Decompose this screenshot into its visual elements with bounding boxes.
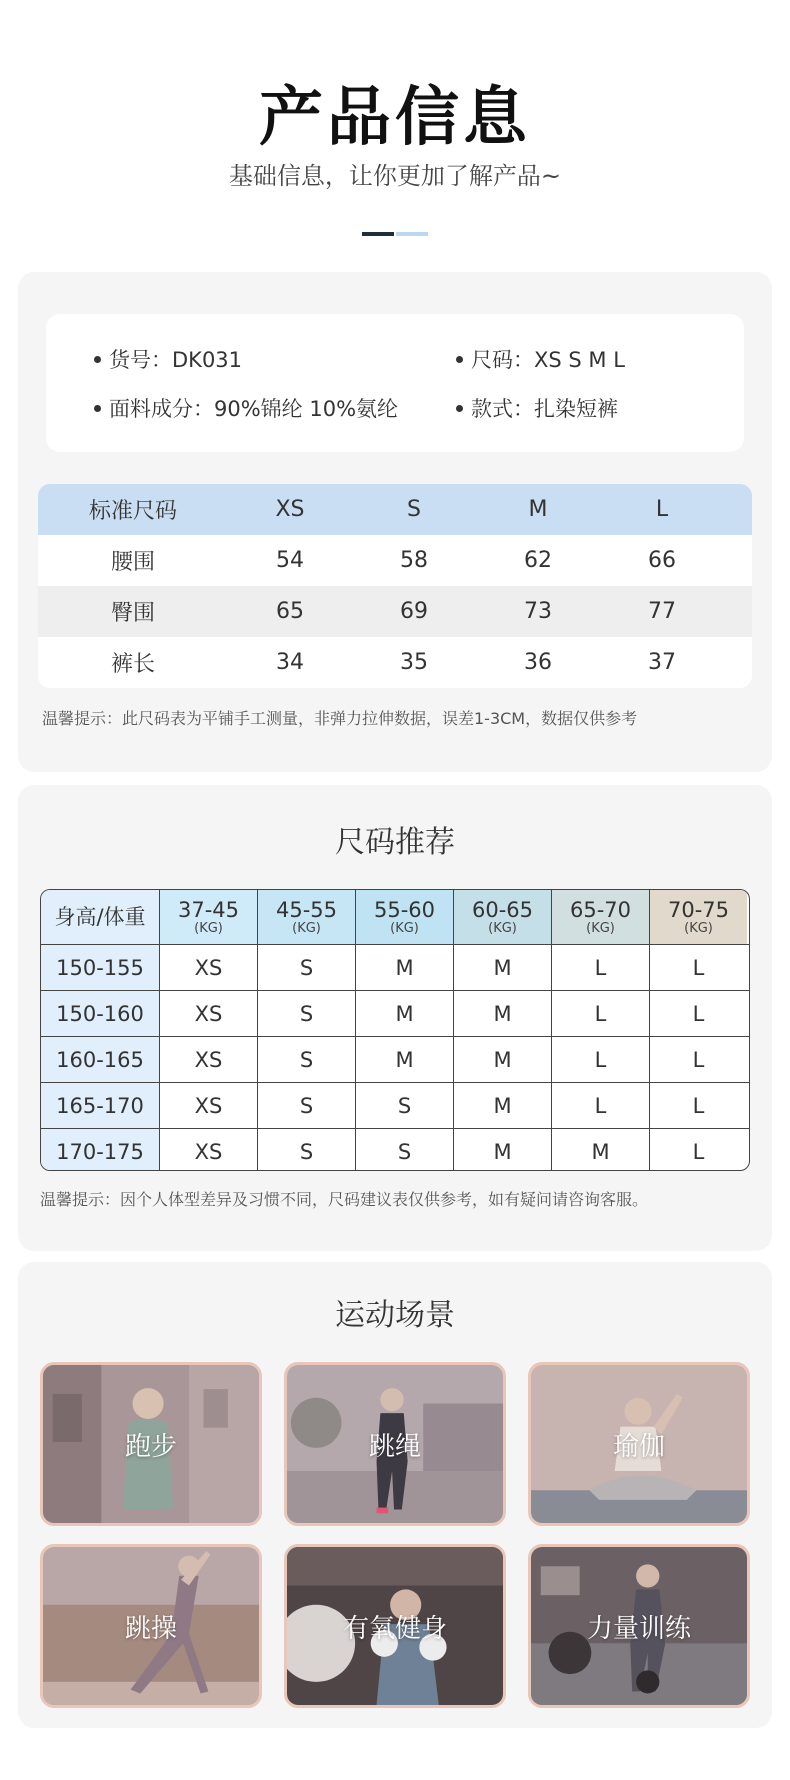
size-table (38, 484, 752, 688)
recommended-size-cell: M (453, 1037, 551, 1082)
scene-label: 跳操 (124, 1613, 177, 1644)
weight-header-cell (551, 890, 649, 944)
recommended-size-cell: S (257, 991, 355, 1036)
weight-unit: (KG) (684, 921, 713, 936)
scene-card-yoga (528, 1362, 750, 1526)
table-row (41, 1036, 749, 1082)
info-size-text: 尺码：XS S M L (471, 348, 625, 372)
weight-range: 60-65 (471, 898, 534, 922)
recommended-size-cell: S (355, 1129, 453, 1171)
recommended-size-cell: L (649, 1129, 747, 1171)
size-cell: 77 (648, 599, 676, 624)
info-style-text: 款式：扎染短裤 (471, 397, 618, 421)
title-divider-dark (362, 232, 394, 236)
bullet-icon (94, 405, 101, 412)
table-row (41, 990, 749, 1036)
info-item-no (94, 346, 242, 374)
table-row (38, 586, 752, 637)
height-range-cell: 150-160 (41, 991, 159, 1036)
recommend-corner-label: 身高/体重 (54, 905, 146, 929)
size-cell: 35 (400, 650, 428, 675)
recommended-size-cell: M (453, 1083, 551, 1128)
height-range-cell: 170-175 (41, 1129, 159, 1171)
bullet-icon (456, 405, 463, 412)
recommended-size-cell: M (453, 991, 551, 1036)
recommended-size-cell: L (649, 991, 747, 1036)
recommended-size-cell: L (649, 1083, 747, 1128)
recommended-size-cell: S (257, 1083, 355, 1128)
scene-card-cardio (284, 1544, 506, 1708)
info-style (456, 395, 618, 423)
size-cell: 69 (400, 599, 428, 624)
size-recommend-panel (18, 785, 772, 1251)
weight-header-cell (649, 890, 747, 944)
recommended-size-cell: L (551, 945, 649, 990)
table-row (41, 1128, 749, 1171)
recommended-size-cell: XS (159, 1037, 257, 1082)
recommended-size-cell: M (355, 1037, 453, 1082)
table-row (41, 944, 749, 990)
table-row (38, 637, 752, 688)
recommended-size-cell: L (649, 1037, 747, 1082)
product-info-panel (18, 272, 772, 772)
recommended-size-cell: S (355, 1083, 453, 1128)
scene-card-strength (528, 1544, 750, 1708)
weight-range: 65-70 (569, 898, 632, 922)
height-range-cell: 150-155 (41, 945, 159, 990)
weight-range: 55-60 (373, 898, 436, 922)
recommended-size-cell: M (453, 1129, 551, 1171)
recommended-size-cell: L (551, 1037, 649, 1082)
table-row (41, 1082, 749, 1128)
title-divider-light (396, 232, 428, 236)
recommended-size-cell: S (257, 1037, 355, 1082)
size-cell: 36 (524, 650, 552, 675)
weight-unit: (KG) (390, 921, 419, 936)
info-card (46, 314, 744, 452)
page-subtitle: 基础信息，让你更加了解产品~ (228, 162, 562, 190)
weight-header-cell (355, 890, 453, 944)
scene-card-aerobics (40, 1544, 262, 1708)
weight-header-cell (453, 890, 551, 944)
table-row (38, 535, 752, 586)
scene-label: 瑜伽 (612, 1431, 665, 1462)
scene-card-running (40, 1362, 262, 1526)
scene-card-jump-rope (284, 1362, 506, 1526)
recommended-size-cell: M (355, 945, 453, 990)
weight-header-cell (257, 890, 355, 944)
recommend-tip: 温馨提示：因个人体型差异及习惯不同，尺码建议表仅供参考，如有疑问请咨询客服。 (40, 1190, 649, 1209)
info-fabric-text: 面料成分：90%锦纶 10%氨纶 (109, 397, 399, 421)
weight-range: 70-75 (667, 898, 730, 922)
size-header-cell: XS (275, 497, 305, 522)
recommended-size-cell: S (257, 945, 355, 990)
recommended-size-cell: L (649, 945, 747, 990)
weight-range: 37-45 (177, 898, 240, 922)
weight-range: 45-55 (275, 898, 338, 922)
recommended-size-cell: XS (159, 945, 257, 990)
size-header-cell: L (655, 497, 669, 522)
weight-unit: (KG) (586, 921, 615, 936)
size-cell: 73 (524, 599, 552, 624)
recommended-size-cell: XS (159, 1083, 257, 1128)
recommended-size-cell: XS (159, 991, 257, 1036)
size-cell: 54 (276, 548, 304, 573)
size-table-tip: 温馨提示：此尺码表为平铺手工测量，非弹力拉伸数据，误差1-3CM，数据仅供参考 (42, 709, 638, 728)
bullet-icon (456, 356, 463, 363)
recommended-size-cell: M (355, 991, 453, 1036)
info-size (456, 346, 625, 374)
weight-unit: (KG) (194, 921, 223, 936)
recommend-header-row (41, 890, 749, 944)
height-range-cell: 160-165 (41, 1037, 159, 1082)
recommend-corner-cell (41, 890, 159, 944)
recommended-size-cell: S (257, 1129, 355, 1171)
size-row-label: 臀围 (110, 601, 155, 626)
info-fabric (94, 395, 398, 423)
recommend-table-body (41, 944, 749, 1171)
size-cell: 58 (400, 548, 428, 573)
size-header-cell: M (528, 497, 548, 522)
height-range-cell: 165-170 (41, 1083, 159, 1128)
size-row-label: 裤长 (110, 652, 155, 677)
recommended-size-cell: M (551, 1129, 649, 1171)
recommended-size-cell: L (551, 991, 649, 1036)
sport-scenes-panel (18, 1262, 772, 1728)
size-cell: 34 (276, 650, 304, 675)
scene-label: 力量训练 (586, 1613, 691, 1644)
size-cell: 66 (648, 548, 676, 573)
size-table-header (38, 484, 752, 535)
recommended-size-cell: L (551, 1083, 649, 1128)
weight-unit: (KG) (292, 921, 321, 936)
scenes-title: 运动场景 (335, 1298, 455, 1333)
scene-label: 跳绳 (368, 1431, 421, 1462)
weight-unit: (KG) (488, 921, 517, 936)
scene-label: 跑步 (124, 1431, 177, 1462)
info-item-no-text: 货号：DK031 (109, 348, 243, 372)
scene-label: 有氧健身 (342, 1613, 447, 1644)
recommend-title: 尺码推荐 (335, 825, 455, 860)
recommended-size-cell: XS (159, 1129, 257, 1171)
size-cell: 37 (648, 650, 676, 675)
page-title: 产品信息 (259, 81, 531, 155)
recommend-table (40, 889, 750, 1171)
bullet-icon (94, 356, 101, 363)
weight-header-cell (159, 890, 257, 944)
size-header-cell: 标准尺码 (88, 499, 177, 524)
size-cell: 62 (524, 548, 552, 573)
size-row-label: 腰围 (110, 550, 155, 575)
size-cell: 65 (276, 599, 304, 624)
size-header-cell: S (407, 497, 421, 522)
recommended-size-cell: M (453, 945, 551, 990)
